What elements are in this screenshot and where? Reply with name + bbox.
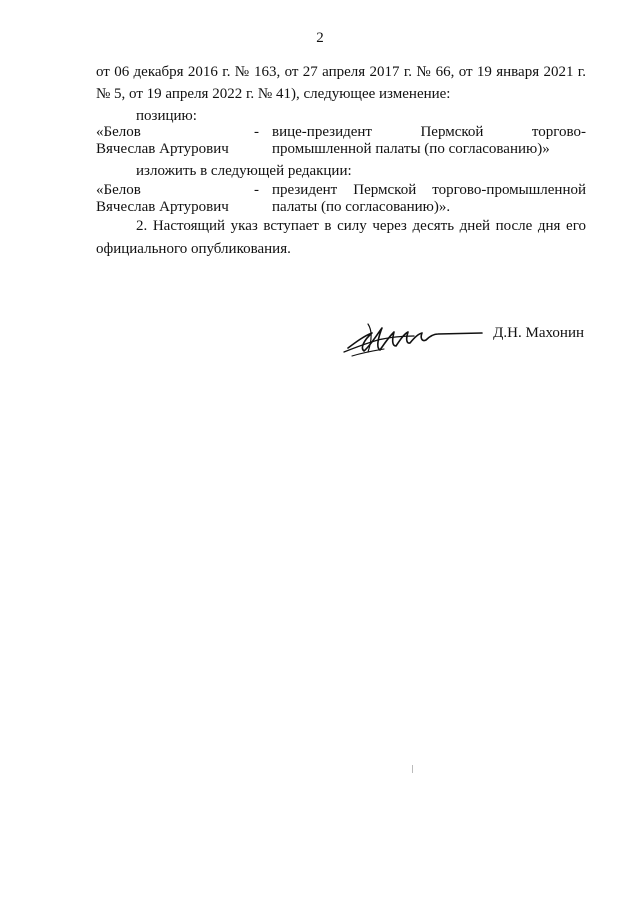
- entry-new: [96, 182, 586, 218]
- handwritten-signature: [342, 318, 492, 362]
- entry-old-name: [96, 124, 256, 158]
- clause-2-line-2: официального опубликования.: [96, 241, 291, 257]
- entry-new-name-line-1: «Белов: [96, 182, 141, 198]
- intro-line-1: от 06 декабря 2016 г. № 163, от 27 апреля 2017 г. № 66, от 19 января 2021 г.: [96, 64, 586, 80]
- entry-old-name-line-1: «Белов: [96, 124, 141, 140]
- redaction-label: изложить в следующей редакции:: [136, 163, 352, 179]
- signatory-name: Д.Н. Махонин: [493, 325, 584, 341]
- entry-new-desc-line-2: палаты (по согласованию)».: [272, 199, 451, 215]
- entry-new-dash: -: [254, 182, 259, 198]
- position-label: позицию:: [136, 108, 197, 124]
- entry-old-dash: -: [254, 124, 259, 140]
- clause-2-line-1: 2. Настоящий указ вступает в силу через десять дней после дня его: [136, 218, 586, 234]
- page-number: 2: [316, 30, 324, 46]
- entry-new-name-line-2: Вячеслав Артурович: [96, 199, 229, 215]
- entry-old-name-line-2: Вячеслав Артурович: [96, 141, 229, 157]
- entry-old: [96, 124, 586, 160]
- entry-new-desc-line-1: президент Пермской торгово-промышленной: [272, 182, 586, 198]
- scan-artifact: [412, 765, 413, 773]
- entry-old-desc-line-2: промышленной палаты (по согласованию)»: [272, 141, 550, 157]
- entry-new-name: [96, 182, 256, 216]
- intro-line-2: № 5, от 19 апреля 2022 г. № 41), следующее изменение:: [96, 86, 451, 102]
- entry-old-desc-line-1: вице-президент Пермской торгово-: [272, 124, 586, 140]
